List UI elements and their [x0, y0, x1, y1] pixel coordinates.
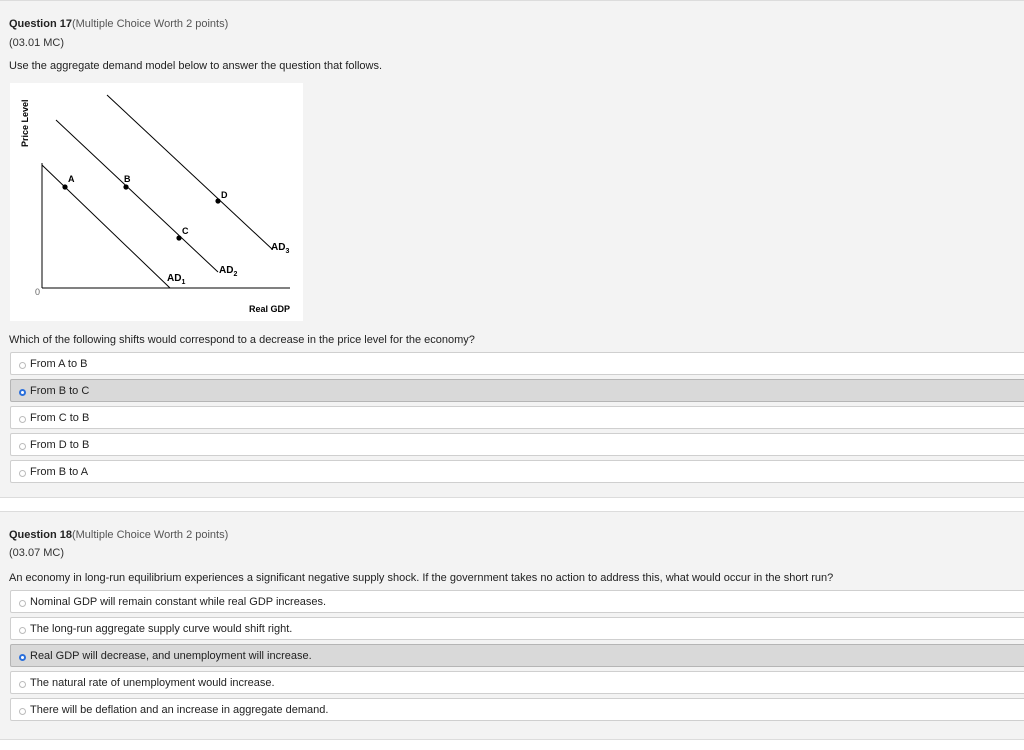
question-number: Question 18	[9, 529, 72, 541]
question-prompt: An economy in long-run equilibrium experiences a significant negative supply shock. If the government takes no action to address this, what would occur in the short run?	[9, 572, 834, 584]
question-worth: (Multiple Choice Worth 2 points)	[71, 18, 229, 30]
answer-choice[interactable]	[10, 460, 1024, 483]
curve-ad2	[56, 120, 218, 272]
radio-button[interactable]	[19, 708, 26, 715]
radio-button[interactable]	[19, 443, 26, 450]
curve-ad1	[42, 165, 170, 288]
answer-choice[interactable]	[10, 590, 1024, 613]
aggregate-demand-chart	[10, 83, 303, 321]
radio-button[interactable]	[19, 416, 26, 423]
answer-choice[interactable]	[10, 671, 1024, 694]
curve-label-ad3: $AD_3$	[271, 242, 290, 255]
question-header	[9, 18, 228, 30]
question-prompt: Which of the following shifts would correspond to a decrease in the price level for the economy?	[9, 334, 475, 346]
answer-choice[interactable]	[10, 433, 1024, 456]
origin-label: 0	[35, 287, 41, 297]
choice-label: From D to B	[30, 439, 90, 451]
radio-button[interactable]	[19, 627, 26, 634]
answer-choice-selected[interactable]	[10, 644, 1024, 667]
choice-label: The long-run aggregate supply curve would shift right.	[30, 623, 293, 635]
choice-label: Real GDP will decrease, and unemployment will increase.	[30, 650, 312, 662]
radio-button[interactable]	[19, 362, 26, 369]
radio-button[interactable]	[19, 389, 26, 396]
point-a	[62, 184, 67, 189]
choice-label: From C to B	[30, 412, 90, 424]
point-d	[215, 198, 220, 203]
radio-button[interactable]	[19, 681, 26, 688]
question-instruction: Use the aggregate demand model below to answer the question that follows.	[9, 60, 383, 72]
choice-label: There will be deflation and an increase in aggregate demand.	[30, 704, 329, 716]
y-axis-label: Price Level	[20, 99, 30, 147]
question-header	[9, 529, 228, 541]
point-c	[176, 235, 181, 240]
radio-button[interactable]	[19, 654, 26, 661]
choice-label: From B to C	[30, 385, 90, 397]
curve-label-ad2: $AD_2$	[219, 265, 238, 278]
radio-button[interactable]	[19, 470, 26, 477]
choice-label: The natural rate of unemployment would increase.	[30, 677, 275, 689]
radio-button[interactable]	[19, 600, 26, 607]
point-label-d: D	[221, 190, 228, 200]
question-code: (03.07 MC)	[9, 547, 65, 559]
answer-choice[interactable]	[10, 617, 1024, 640]
answer-choice-selected[interactable]	[10, 379, 1024, 402]
point-b	[123, 184, 128, 189]
question-18-block	[0, 511, 1024, 740]
chart-svg	[10, 83, 303, 321]
question-code: (03.01 MC)	[9, 37, 65, 49]
question-worth: (Multiple Choice Worth 2 points)	[71, 529, 229, 541]
point-label-b: B	[124, 174, 131, 184]
choice-label: Nominal GDP will remain constant while real GDP increases.	[30, 596, 327, 608]
choice-label: From B to A	[30, 466, 89, 478]
choice-label: From A to B	[30, 358, 88, 370]
answer-choice[interactable]	[10, 352, 1024, 375]
curve-ad3	[107, 95, 272, 249]
question-number: Question 17	[9, 18, 72, 30]
point-label-c: C	[182, 226, 189, 236]
point-label-a: A	[68, 174, 75, 184]
x-axis-label: Real GDP	[249, 304, 291, 314]
curve-label-ad1: $AD_1$	[167, 273, 186, 286]
answer-choice[interactable]	[10, 698, 1024, 721]
answer-choice[interactable]	[10, 406, 1024, 429]
